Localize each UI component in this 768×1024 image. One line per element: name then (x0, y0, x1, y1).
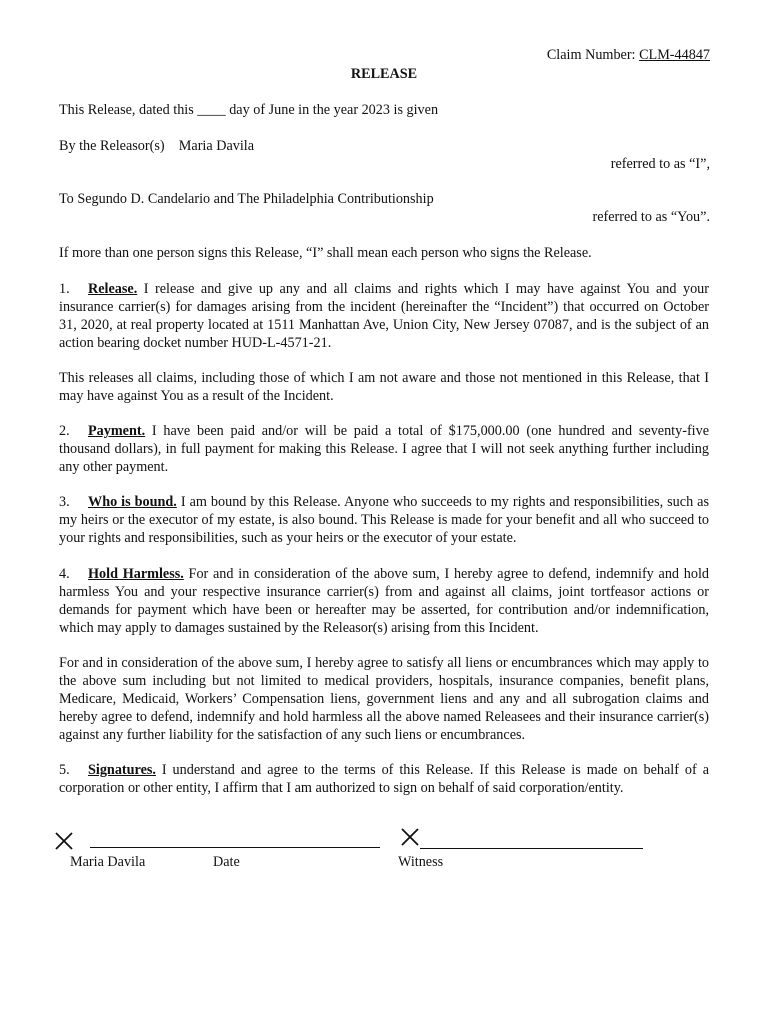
claim-number-line (547, 46, 710, 64)
section-number: 2. (59, 423, 70, 439)
section-body: I understand and agree to the terms of this Release. If this Release is made on behalf of a corporation or other entity, I affirm that I am authorized to sign on behalf of said corporation/entity. (59, 762, 709, 796)
section-heading: Signatures. (88, 762, 156, 778)
section-payment (59, 422, 709, 476)
releasees-line: To Segundo D. Candelario and The Philadelphia Contributionship (59, 191, 434, 207)
section-body: I have been paid and/or will be paid a total of $175,000.00 (one hundred and seventy-five thousand dollars), in full payment for making this Release. I agree that I will not seek anything further including any other payment. (59, 423, 709, 475)
more-than-one-line: If more than one person signs this Release, “I” shall mean each person who signs the Release. (59, 245, 592, 261)
claim-label: Claim Number: (546, 47, 636, 63)
releasor-name-label: Maria Davila (70, 854, 146, 870)
signature-x-icon (55, 832, 73, 850)
section-heading: Hold Harmless. (88, 566, 184, 582)
section-body: I am bound by this Release. Anyone who succeeds to my rights and responsibilities, such as my heirs or the executor of my estate, is also bound. This Release is made for your benefit and all who succeed to your rights and responsibilities, such as your heirs or the executor of your estate. (59, 494, 709, 546)
section-body: I release and give up any and all claims and rights which I may have against You and your insurance carrier(s) for damages arising from the incident (hereinafter the “Incident”) that occurred on October 31, 2020, at real property located at 1511 Manhattan Ave, Union City, New Jersey 07087, and is the subject of an action bearing docket number HUD-L-4571-21. (59, 281, 709, 351)
section-who-is-bound (59, 493, 709, 547)
referred-you-line: referred to as “You”. (592, 209, 710, 225)
section-number: 1. (59, 281, 70, 297)
section-heading: Who is bound. (88, 494, 177, 510)
section-heading: Payment. (88, 423, 146, 439)
releasor-signature-line[interactable] (90, 847, 380, 848)
referred-i-line: referred to as “I”, (610, 156, 710, 172)
section-number: 4. (59, 566, 70, 582)
section-signatures (59, 761, 709, 797)
section-body: For and in consideration of the above sum, I hereby agree to defend, indemnify and hold harmless You and your respective insurance carrier(s) from and against all claims, joint tortfeasor actions or demands for payment which have been or hereafter may be asserted, for contribution and/or indemnification, which may apply to damages sustained by the Releasor(s) arising from this Incident. (59, 566, 709, 636)
section-heading: Release. (88, 281, 138, 297)
witness-label: Witness (398, 854, 444, 870)
section-number: 3. (59, 494, 70, 510)
section-release (59, 280, 709, 352)
witness-x-icon (401, 828, 419, 846)
releasor-line: By the Releasor(s) Maria Davila (59, 138, 255, 154)
section-hold-harmless (59, 565, 709, 637)
witness-signature-line[interactable] (420, 848, 643, 849)
dated-line: This Release, dated this ____ day of June in the year 2023 is given (59, 102, 439, 118)
release-scope-paragraph: This releases all claims, including those of which I am not aware and those not mentioned in this Release, that I may have against You as a result of the Incident. (59, 370, 709, 404)
claim-number: CLM-44847 (639, 47, 710, 63)
section-number: 5. (59, 762, 70, 778)
date-label: Date (213, 854, 240, 870)
liens-paragraph: For and in consideration of the above sum, I hereby agree to satisfy all liens or encumbrances which may apply to the above sum including but not limited to medical providers, hospitals, insurance companies, benefit plans, Medicare, Medicaid, Workers’ Compensation liens, government liens and any and all subrogation claims and hereby agree to defend, indemnify and hold harmless all the above named Releasees and their insurance carrier(s) against any further liability for the satisfaction of any such liens or encumbrances. (59, 655, 709, 743)
document-title: RELEASE (350, 66, 418, 82)
